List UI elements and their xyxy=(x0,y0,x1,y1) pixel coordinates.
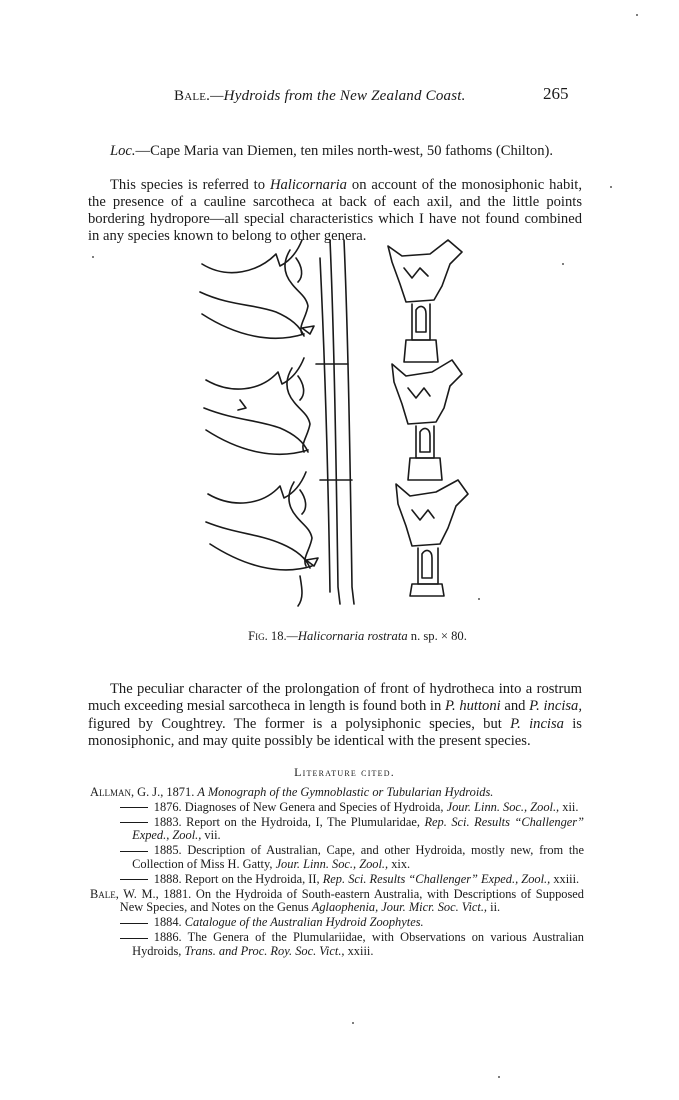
reference-text: 1885. Description of Australian, Cape, and other Hydroida, mostly new, from the Collection of Miss H. Gatty, xyxy=(132,843,584,871)
reference-title: Jour. Linn. Soc., Zool., xyxy=(446,799,560,814)
reference-author: Bale, W. M., xyxy=(90,886,159,901)
locality-label: Loc. xyxy=(110,142,136,159)
reference-title: Rep. Sci. Results “Challenger” Exped., Zool., xyxy=(132,814,584,843)
scan-speck xyxy=(498,1076,500,1078)
reference-title: Catalogue of the Australian Hydroid Zoophytes. xyxy=(184,915,424,930)
reference-item xyxy=(90,816,584,844)
running-head xyxy=(0,84,679,112)
species-incisa: P. incisa, xyxy=(529,698,582,715)
running-head-title xyxy=(174,88,466,105)
hydroid-drawing xyxy=(180,232,480,627)
internode-1 xyxy=(388,240,462,362)
genus-name: Halicornaria xyxy=(269,176,347,193)
ditto-dash xyxy=(120,822,148,823)
reference-item xyxy=(90,844,584,872)
reference-text: 1886. The Genera of the Plumulariidae, with Observations on various Australian Hydroids, xyxy=(132,929,584,958)
reference-item xyxy=(90,888,584,916)
reference-list xyxy=(90,786,584,960)
hydrotheca-left-1 xyxy=(200,240,314,338)
reference-text: 1881. On the Hydroida of South-eastern Australia, with Descriptions of Supposed New Species, and Notes on the Genus xyxy=(119,886,584,915)
scan-speck xyxy=(478,598,480,600)
figure-species-name: —Halicornaria rostrata xyxy=(286,629,408,643)
species-paragraph-rest: on account of the monosiphonic habit, the presence of a cauline sarcotheca at back of each axil, and the little points bordering hydropore—all special characteristics which I have not found combined in any species known to belong to other genera. xyxy=(88,176,582,245)
reference-tail: xxiii. xyxy=(550,871,580,886)
locality-paragraph xyxy=(88,143,582,160)
reference-text: 1884. xyxy=(153,915,185,930)
reference-text: 1883. Report on the Hydroida, I, The Plumularidae, xyxy=(153,814,425,829)
reference-tail: vii. xyxy=(201,828,221,843)
discussion-text-3: figured by Coughtrey. The former is a polysiphonic species, but xyxy=(88,715,511,732)
species-paragraph-lead: This species is referred to xyxy=(110,176,270,193)
running-head-article-title: —Hydroids from the New Zealand Coast. xyxy=(210,88,466,104)
reference-title: Aglaophenia, Jour. Micr. Soc. Vict., xyxy=(311,900,488,915)
scan-speck xyxy=(610,186,612,188)
reference-title: Trans. and Proc. Roy. Soc. Vict., xyxy=(184,943,345,958)
reference-title: Jour. Linn. Soc., Zool., xyxy=(275,856,389,871)
discussion-paragraph xyxy=(88,681,582,751)
species-huttoni: P. huttoni xyxy=(444,698,501,715)
reference-tail: xix. xyxy=(388,856,411,871)
reference-item xyxy=(90,916,584,930)
reference-item xyxy=(90,873,584,887)
running-head-author: Bale. xyxy=(174,88,211,104)
reference-tail: ii. xyxy=(487,900,501,915)
figure-18-illustration xyxy=(180,232,480,627)
right-front-view xyxy=(388,240,468,596)
internode-2 xyxy=(392,360,462,480)
left-stem-view xyxy=(200,240,354,606)
reference-tail: xii. xyxy=(559,799,579,814)
reference-text: 1876. Diagnoses of New Genera and Species of Hydroida, xyxy=(153,799,447,814)
ditto-dash xyxy=(120,938,148,939)
scan-speck xyxy=(636,14,638,16)
literature-heading: Literature cited. xyxy=(294,765,395,779)
figure-caption xyxy=(0,629,679,644)
reference-item xyxy=(90,801,584,815)
reference-title: A Monograph of the Gymnoblastic or Tubularian Hydroids. xyxy=(197,785,494,799)
species-incisa-2: P. incisa xyxy=(510,715,564,732)
ditto-dash xyxy=(120,807,148,808)
reference-author: Allman, G. J., xyxy=(90,785,164,799)
ditto-dash xyxy=(120,923,148,924)
reference-item xyxy=(90,786,584,800)
ditto-dash xyxy=(120,851,148,852)
scan-speck xyxy=(562,263,564,265)
reference-text: 1871. xyxy=(163,785,198,799)
scan-speck xyxy=(352,1022,354,1024)
discussion-text-1: The peculiar character of the prolongation of front of hydrotheca into a rostrum much exceeding mesial sarcotheca in length is found both in xyxy=(88,680,582,715)
figure-label: Fig. 18. xyxy=(248,629,287,643)
hydrotheca-left-2 xyxy=(204,358,310,454)
reference-text: 1888. Report on the Hydroida, II, xyxy=(153,871,323,886)
reference-tail: xxiii. xyxy=(344,943,374,958)
reference-title: Rep. Sci. Results “Challenger” Exped., Zool., xyxy=(322,871,551,886)
discussion-text-4: is monosiphonic, and may quite possibly be identical with the present species. xyxy=(88,715,582,750)
page-number: 265 xyxy=(543,84,569,103)
hydrotheca-left-3 xyxy=(206,472,318,606)
reference-item xyxy=(90,931,584,959)
ditto-dash xyxy=(120,879,148,880)
locality-text: —Cape Maria van Diemen, ten miles north-west, 50 fathoms (Chilton). xyxy=(135,142,554,159)
discussion-text-2: and xyxy=(500,698,530,715)
internode-3 xyxy=(396,480,468,596)
scan-speck xyxy=(92,256,94,258)
figure-caption-rest: n. sp. × 80. xyxy=(407,629,467,643)
